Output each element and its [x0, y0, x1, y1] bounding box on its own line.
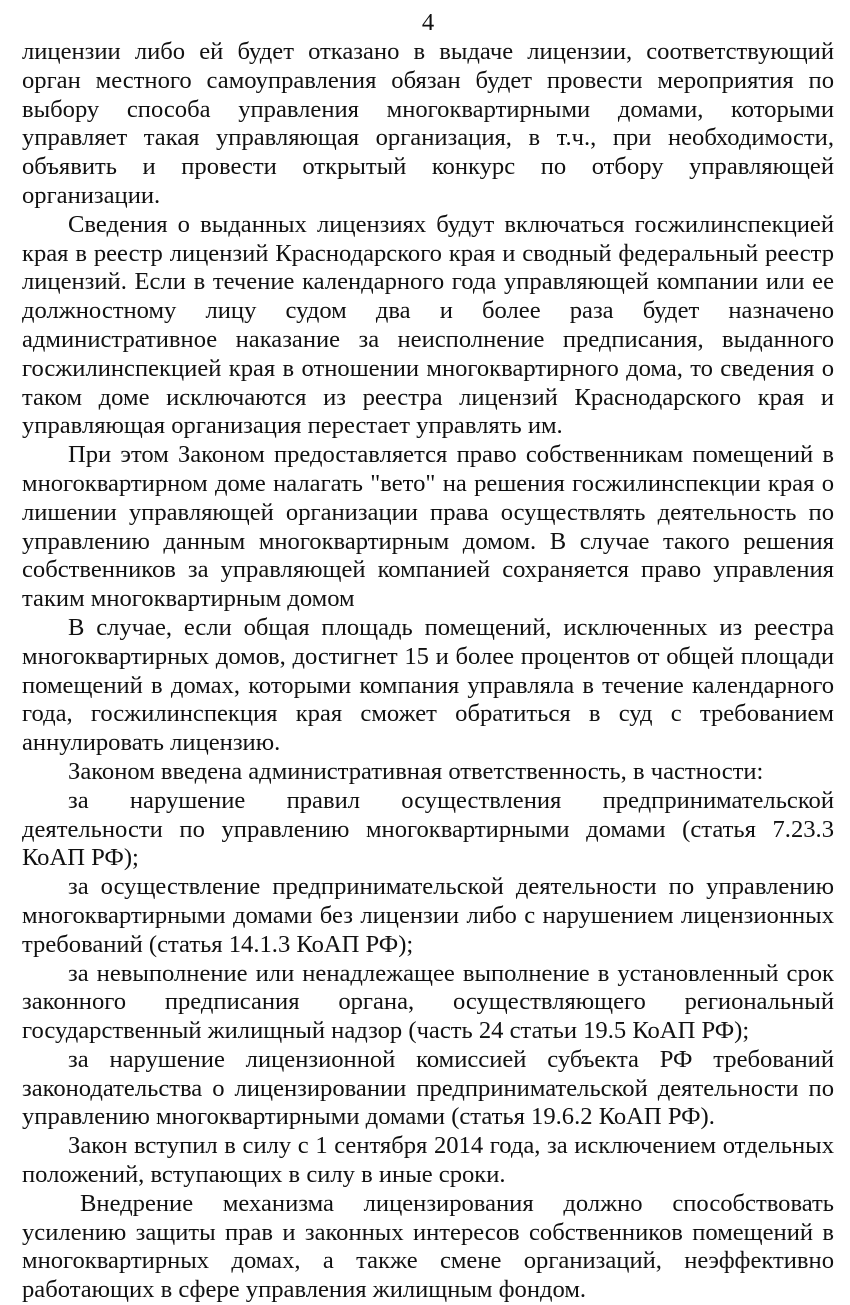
- paragraph-veto: При этом Законом предоставляется право собственникам помещений в многоквартирном доме налагать "вето" на решения госжилинспекции края о лишении управляющей организации права осуществлять деятельность по управлению данным многоквартирным домом. В случае такого решения собственников за управляющей компанией сохраняется право управления таким многоквартирным домом: [22, 441, 834, 613]
- paragraph-continuation: лицензии либо ей будет отказано в выдаче лицензии, соответствующий орган местного самоуправления обязан будет провести мероприятия по выбору способа управления многоквартирными домами, которыми управляет такая управляющая организация, в т.ч., при необходимости, объявить и провести открытый конкурс по отбору управляющей организации.: [22, 38, 834, 209]
- paragraph-liability-item-1: за нарушение правил осуществления предпринимательской деятельности по управлению многоквартирными домами (статья 7.23.3 КоАП РФ);: [22, 786, 834, 872]
- paragraph-liability-intro: Законом введена административная ответственность, в частности:: [68, 757, 764, 785]
- paragraph-liability-item-2: за осуществление предпринимательской деятельности по управлению многоквартирными домами без лицензии либо с нарушением лицензионных требований (статья 14.1.3 КоАП РФ);: [22, 873, 834, 958]
- paragraph-annulment: В случае, если общая площадь помещений, исключенных из реестра многоквартирных домов, достигнет 15 и более процентов от общей площади помещений в домах, которыми компания управляла в течение календарного года, госжилинспекция края сможет обратиться в суд с требованием аннулировать лицензию.: [22, 613, 834, 757]
- paragraph-effective-date: Закон вступил в силу с 1 сентября 2014 года, за исключением отдельных положений, вступающих в силу в иные сроки.: [22, 1132, 834, 1189]
- paragraph-conclusion: Внедрение механизма лицензирования должно способствовать усилению защиты прав и законных интересов собственников помещений в многоквартирных домах, а также смене организаций, неэффективно работающих в сфере управления жилищным фондом.: [22, 1189, 834, 1304]
- paragraph-liability-item-3: за невыполнение или ненадлежащее выполнение в установленный срок законного предписания органа, осуществляющего региональный государственный жилищный надзор (часть 24 статьи 19.5 КоАП РФ);: [22, 959, 834, 1045]
- paragraph-liability-item-4: за нарушение лицензионной комиссией субъекта РФ требований законодательства о лицензировании предпринимательской деятельности по управлению многоквартирными домами (статья 19.6.2 КоАП РФ).: [22, 1045, 834, 1131]
- page-number: 4: [421, 9, 435, 36]
- paragraph-registry: Сведения о выданных лицензиях будут включаться госжилинспекцией края в реестр лицензий Краснодарского края и сводный федеральный реестр лицензий. Если в течение календарного года управляющей компании или ее должностному лицу судом два и более раза будет назначено административное наказание за неисполнение предписания, выданного госжилинспекцией края в отношении многоквартирного дома, то сведения о таком доме исключаются из реестра лицензий Краснодарского края и управляющая организация перестает управлять им.: [22, 210, 834, 440]
